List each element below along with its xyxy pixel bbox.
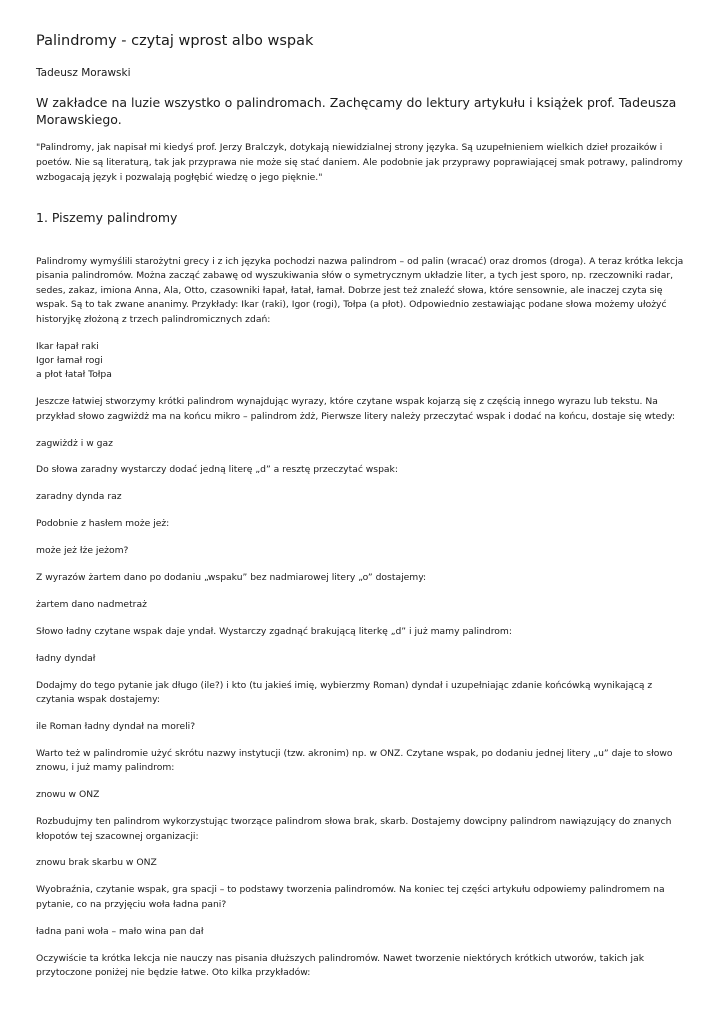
lead-paragraph: W zakładce na luzie wszystko o palindromach. Zachęcamy do lektury artykułu i książek prof. Tadeusza Morawskiego.	[36, 95, 677, 127]
palindrom-example: żartem dano nadmetraż	[36, 599, 147, 610]
paragraph: Rozbudujmy ten palindrom wykorzystując tworzące palindrom słowa brak, skarb. Dostajemy dowcipny palindrom nawiązujący do znanych kłopotów tej szacownej organizacji:	[36, 816, 672, 842]
paragraph: Do słowa zaradny wystarczy dodać jedną literę „d” a resztę przeczytać wspak:	[36, 464, 398, 476]
palindrom-example: ładny dyndał	[36, 652, 96, 664]
palindrom-example: ile Roman ładny dyndał na moreli?	[36, 721, 196, 733]
palindrom-example: zaradny dynda raz	[36, 491, 122, 503]
section-heading: 1. Piszemy palindromy	[36, 210, 178, 225]
verse-line: a płot łatał Tołpa	[36, 369, 112, 381]
paragraph: Palindromy wymyślili starożytni grecy i z ich języka pochodzi nazwa palindrom – od palin (wracać) oraz dromos (droga). A teraz krótka lekcja pisania palindromów. Można zacząć zabawę od wyszukiwania słów o symetrycznym układzie liter, a tych jest sporo, np. rzeczowniki radar, sedes, zakaz, imiona Anna, Ala, Otto, czasowniki łapał, łatał, łamał. Dobrze jest też znaleźć słowa, które sensownie, ale inaczej czyta się wspak. Są to tak zwane ananimy. Przykłady: Ikar (raki), Igor (rogi), Tołpa (a płot). Odpowiednio zestawiając podane słowa możemy ułożyć historyjkę złożoną z trzech palindromicznych zdań:	[36, 256, 684, 325]
author-name: Tadeusz Morawski	[36, 67, 131, 79]
paragraph: Dodajmy do tego pytanie jak długo (ile?) i kto (tu jakieś imię, wybierzmy Roman) dyndał i uzupełniając zdanie końcówką wynikającą z czytania wspak dostajemy:	[36, 679, 653, 706]
paragraph: Oczywiście ta krótka lekcja nie nauczy nas pisania dłuższych palindromów. Nawet tworzenie niektórych krótkich utworów, takich jak przytoczone poniżej nie będzie łatwe. Oto kilka przykładów:	[36, 952, 645, 978]
paragraph: Podobnie z hasłem może jeż:	[36, 518, 170, 530]
paragraph: Warto też w palindromie użyć skrótu nazwy instytucji (tzw. akronim) np. w ONZ. Czytane wspak, po dodaniu jednej litery „u” daje to słowo znowu, i już mamy palindrom:	[36, 747, 673, 774]
palindrom-example: znowu brak skarbu w ONZ	[36, 857, 157, 869]
verse-line: Ikar łapał raki	[36, 340, 99, 352]
paragraph: Jeszcze łatwiej stworzymy krótki palindrom wynajdując wyrazy, które czytane wspak kojarzą się z częścią innego wyrazu lub tekstu. Na przykład słowo zagwiżdż ma na końcu mikro – palindrom żdż, Pierwsze litery należy przeczytać wspak i dodać na końcu, dostaje się wtedy:	[36, 396, 675, 422]
palindrom-example: zagwiżdż i w gaz	[36, 437, 113, 449]
verse-line: Igor łamał rogi	[36, 354, 103, 366]
quote-paragraph: "Palindromy, jak napisał mi kiedyś prof. Jerzy Bralczyk, dotykają niewidzialnej strony języka. Są uzupełnieniem wielkich dzieł prozaików i poetów. Nie są literaturą, tak jak przyprawa nie może się stać daniem. Ale podobnie jak przyprawy poprawiającej smak potrawy, palindromy wzbogacają język i pozwalają pogłębić wiedzę o jego pięknie."	[36, 142, 683, 183]
document-title: Palindromy - czytaj wprost albo wspak	[36, 33, 314, 49]
verse-block	[36, 340, 688, 383]
paragraph: Wyobraźnia, czytanie wspak, gra spacji – to podstawy tworzenia palindromów. Na koniec tej części artykułu odpowiemy palindromem na pytanie, co na przyjęciu woła ładna pani?	[36, 884, 665, 910]
paragraph: Słowo ładny czytane wspak daje yndał. Wystarczy zgadnąć brakującą literkę „d” i już mamy palindrom:	[36, 625, 512, 637]
palindrom-example: ładna pani woła – mało wina pan dał	[36, 925, 204, 937]
article-body	[36, 255, 688, 993]
palindrom-example: znowu w ONZ	[36, 789, 100, 801]
paragraph: Z wyrazów żartem dano po dodaniu „wspaku” bez nadmiarowej litery „o” dostajemy:	[36, 572, 427, 584]
palindrom-example: może jeż łże jeżom?	[36, 545, 129, 557]
